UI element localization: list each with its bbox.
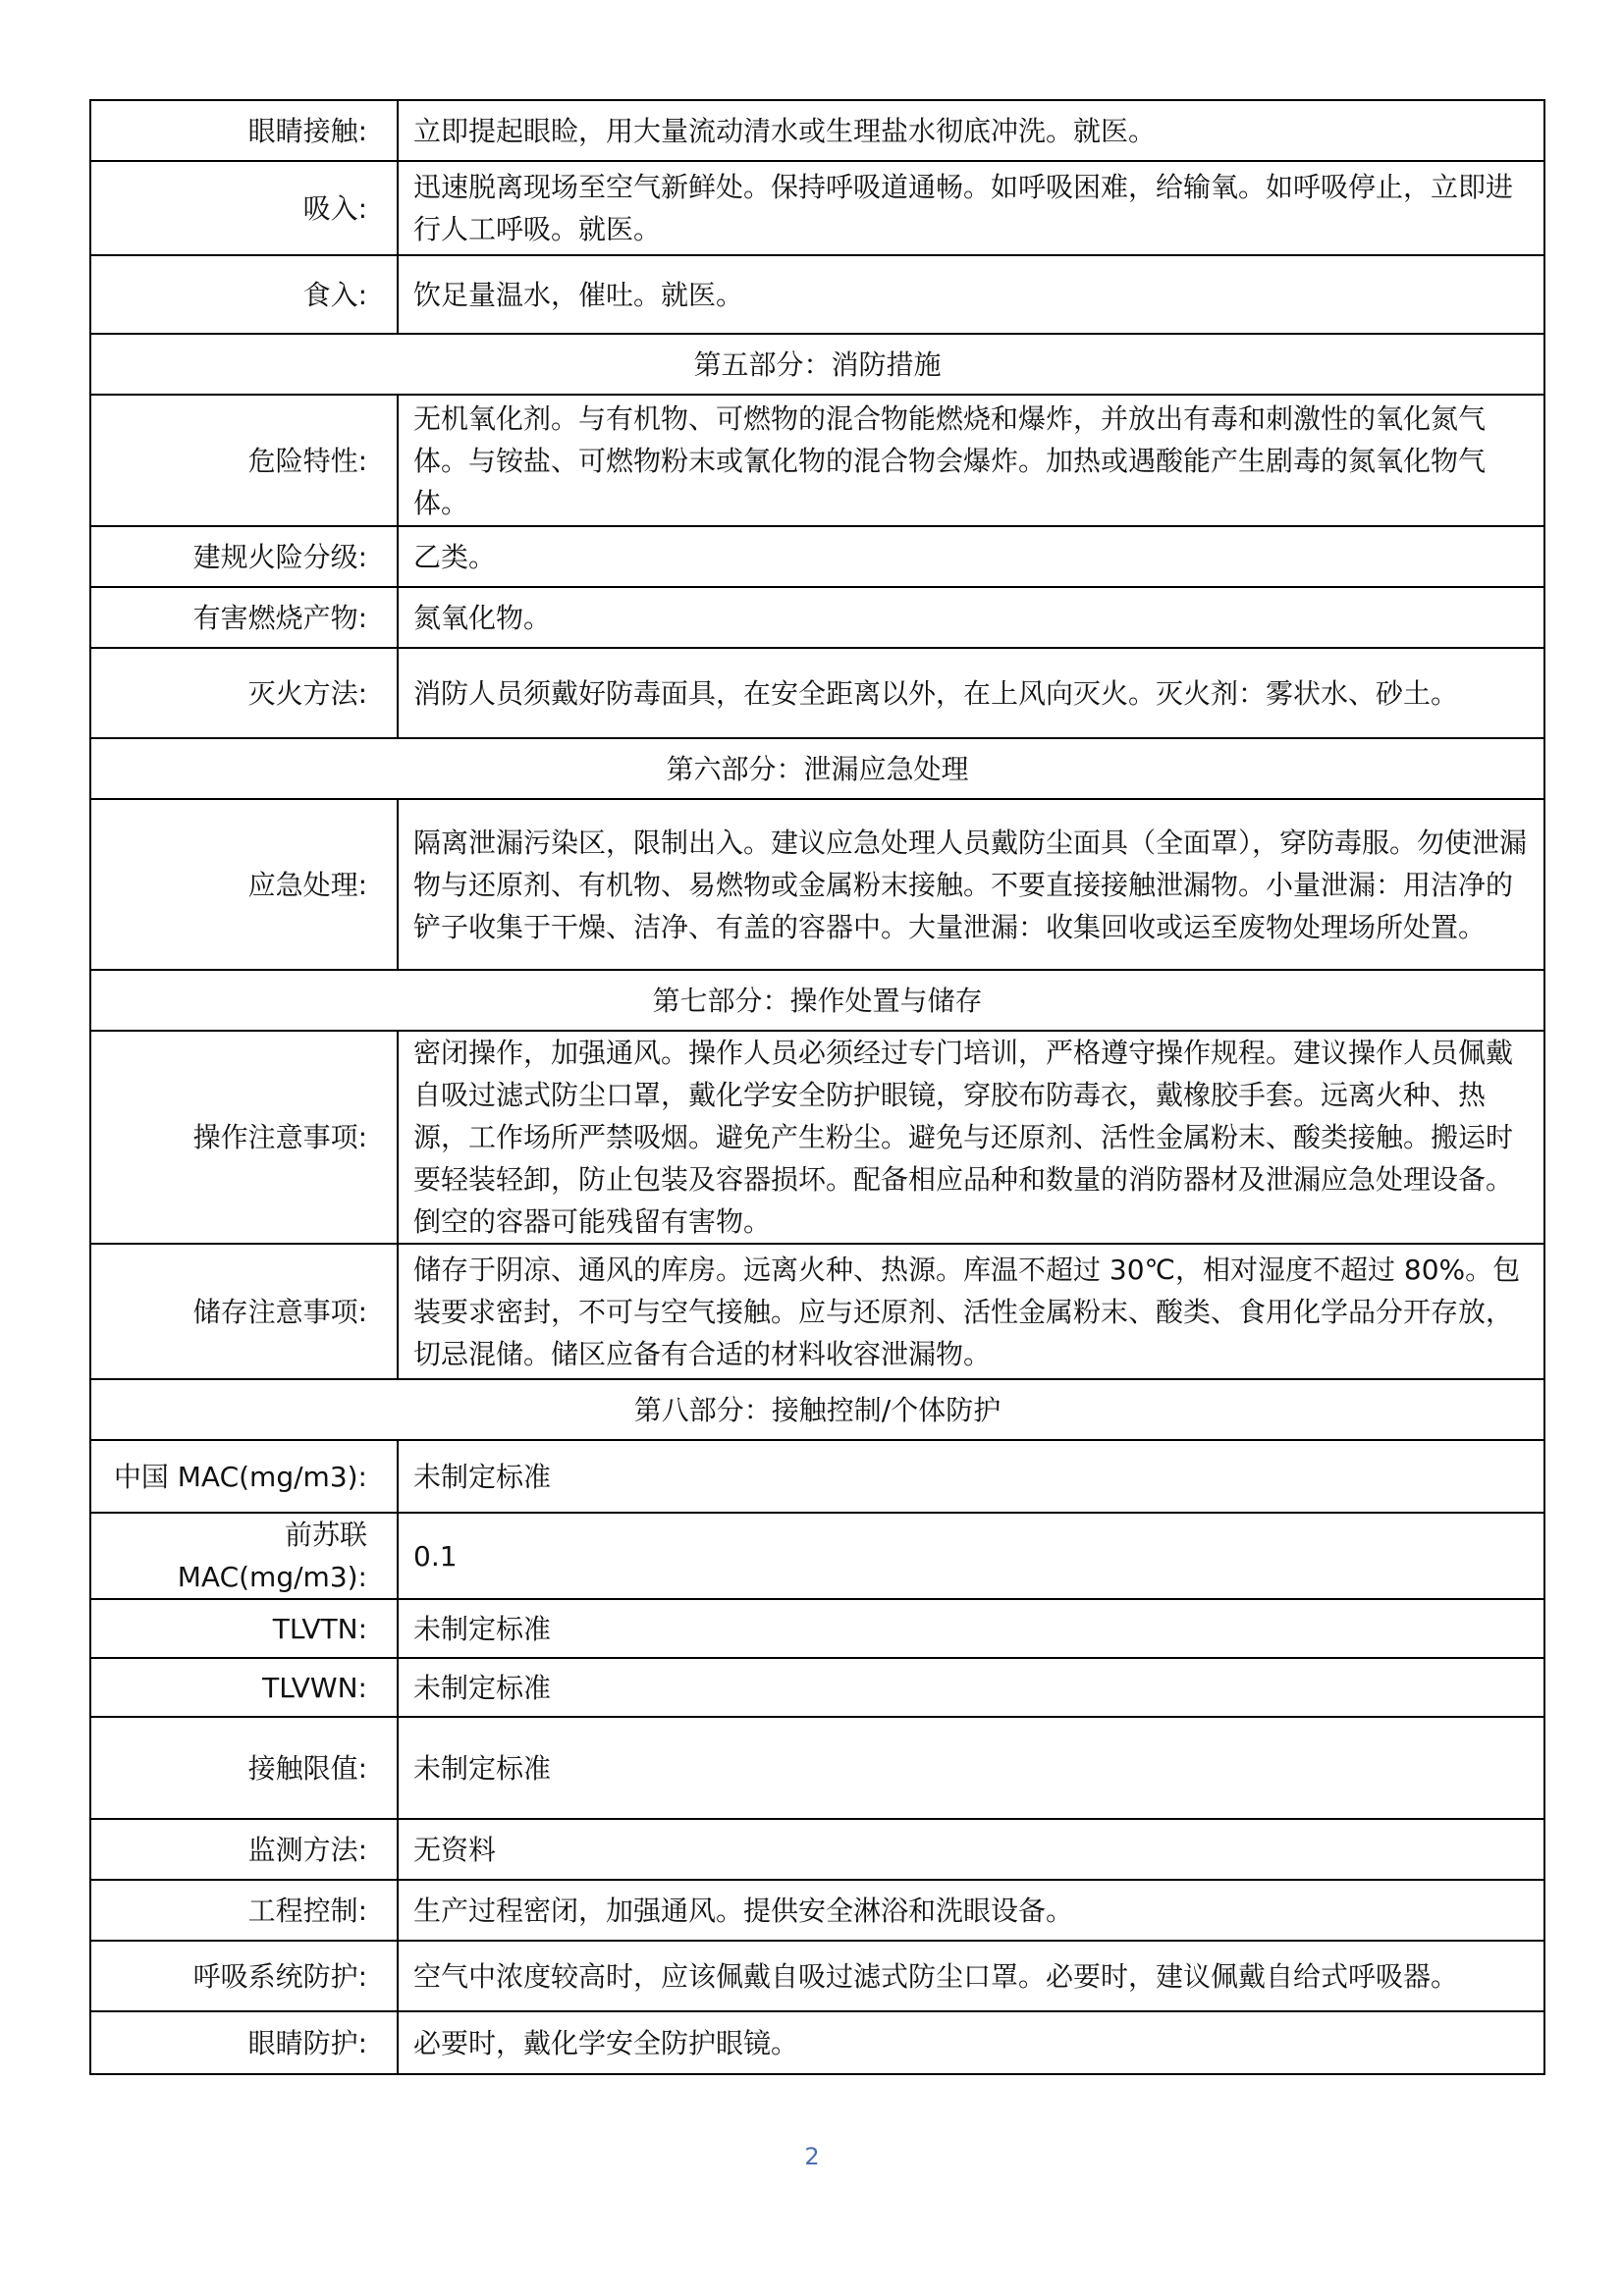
section-header-row: [90, 334, 1544, 395]
field-value: 空气中浓度较高时，应该佩戴自吸过滤式防尘口罩。必要时，建议佩戴自给式呼吸器。: [398, 1941, 1544, 2011]
field-value: 饮足量温水，催吐。就医。: [398, 255, 1544, 334]
field-value: 生产过程密闭，加强通风。提供安全淋浴和洗眼设备。: [398, 1880, 1544, 1941]
field-label: 吸入:: [90, 161, 398, 255]
field-label: 接触限值:: [90, 1717, 398, 1819]
field-label: 操作注意事项:: [90, 1031, 398, 1244]
section-header-row: [90, 970, 1544, 1031]
table-row: [90, 1717, 1544, 1819]
field-value: 消防人员须戴好防毒面具，在安全距离以外，在上风向灭火。灭火剂：雾状水、砂土。: [398, 648, 1544, 738]
field-label: 呼吸系统防护:: [90, 1941, 398, 2011]
table-row: [90, 1244, 1544, 1379]
field-value: 未制定标准: [398, 1440, 1544, 1513]
table-row: [90, 1031, 1544, 1244]
table-row: [90, 100, 1544, 161]
section-title: 第五部分：消防措施: [90, 334, 1544, 395]
field-value: 未制定标准: [398, 1658, 1544, 1717]
field-label: TLVWN:: [90, 1658, 398, 1717]
msds-table-body: [90, 100, 1544, 2074]
table-row: [90, 255, 1544, 334]
table-row: [90, 395, 1544, 526]
document-page: [89, 99, 1545, 2075]
table-row: [90, 1440, 1544, 1513]
field-label: 眼睛接触:: [90, 100, 398, 161]
field-value: 0.1: [398, 1513, 1544, 1599]
table-row: [90, 1599, 1544, 1658]
field-value: 无资料: [398, 1819, 1544, 1880]
table-row: [90, 1658, 1544, 1717]
field-value: 密闭操作，加强通风。操作人员必须经过专门培训，严格遵守操作规程。建议操作人员佩戴自吸过滤式防尘口罩，戴化学安全防护眼镜，穿胶布防毒衣，戴橡胶手套。远离火种、热源，工作场所严禁吸烟。避免产生粉尘。避免与还原剂、活性金属粉末、酸类接触。搬运时要轻装轻卸，防止包装及容器损坏。配备相应品种和数量的消防器材及泄漏应急处理设备。倒空的容器可能残留有害物。: [398, 1031, 1544, 1244]
table-row: [90, 1513, 1544, 1599]
field-value: 储存于阴凉、通风的库房。远离火种、热源。库温不超过 30℃，相对湿度不超过 80%。包装要求密封，不可与空气接触。应与还原剂、活性金属粉末、酸类、食用化学品分开存放，切忌混储。储区应备有合适的材料收容泄漏物。: [398, 1244, 1544, 1379]
page-number: 2: [804, 2143, 820, 2170]
field-label: 建规火险分级:: [90, 526, 398, 587]
field-value: 隔离泄漏污染区，限制出入。建议应急处理人员戴防尘面具（全面罩），穿防毒服。勿使泄漏物与还原剂、有机物、易燃物或金属粉末接触。不要直接接触泄漏物。小量泄漏：用洁净的铲子收集于干燥、洁净、有盖的容器中。大量泄漏：收集回收或运至废物处理场所处置。: [398, 799, 1544, 970]
table-row: [90, 161, 1544, 255]
table-row: [90, 1880, 1544, 1941]
field-value: 氮氧化物。: [398, 587, 1544, 648]
field-label: 危险特性:: [90, 395, 398, 526]
field-label: 眼睛防护:: [90, 2011, 398, 2074]
field-label: 食入:: [90, 255, 398, 334]
section-header-row: [90, 738, 1544, 799]
msds-table: [89, 99, 1545, 2075]
field-value: 未制定标准: [398, 1599, 1544, 1658]
section-header-row: [90, 1379, 1544, 1440]
table-row: [90, 526, 1544, 587]
field-label: 灭火方法:: [90, 648, 398, 738]
table-row: [90, 2011, 1544, 2074]
section-title: 第七部分：操作处置与储存: [90, 970, 1544, 1031]
field-label: 应急处理:: [90, 799, 398, 970]
field-label: 监测方法:: [90, 1819, 398, 1880]
section-title: 第八部分：接触控制/个体防护: [90, 1379, 1544, 1440]
field-value: 立即提起眼睑，用大量流动清水或生理盐水彻底冲洗。就医。: [398, 100, 1544, 161]
table-row: [90, 648, 1544, 738]
table-row: [90, 1819, 1544, 1880]
field-value: 必要时，戴化学安全防护眼镜。: [398, 2011, 1544, 2074]
table-row: [90, 1941, 1544, 2011]
field-value: 未制定标准: [398, 1717, 1544, 1819]
field-label: 储存注意事项:: [90, 1244, 398, 1379]
table-row: [90, 799, 1544, 970]
field-label: TLVTN:: [90, 1599, 398, 1658]
field-label: 中国 MAC(mg/m3):: [90, 1440, 398, 1513]
table-row: [90, 587, 1544, 648]
field-label: 有害燃烧产物:: [90, 587, 398, 648]
field-label: 工程控制:: [90, 1880, 398, 1941]
section-title: 第六部分：泄漏应急处理: [90, 738, 1544, 799]
field-label: 前苏联 MAC(mg/m3):: [90, 1513, 398, 1599]
field-value: 迅速脱离现场至空气新鲜处。保持呼吸道通畅。如呼吸困难，给输氧。如呼吸停止，立即进行人工呼吸。就医。: [398, 161, 1544, 255]
field-value: 无机氧化剂。与有机物、可燃物的混合物能燃烧和爆炸，并放出有毒和刺激性的氧化氮气体。与铵盐、可燃物粉末或氰化物的混合物会爆炸。加热或遇酸能产生剧毒的氮氧化物气体。: [398, 395, 1544, 526]
field-value: 乙类。: [398, 526, 1544, 587]
